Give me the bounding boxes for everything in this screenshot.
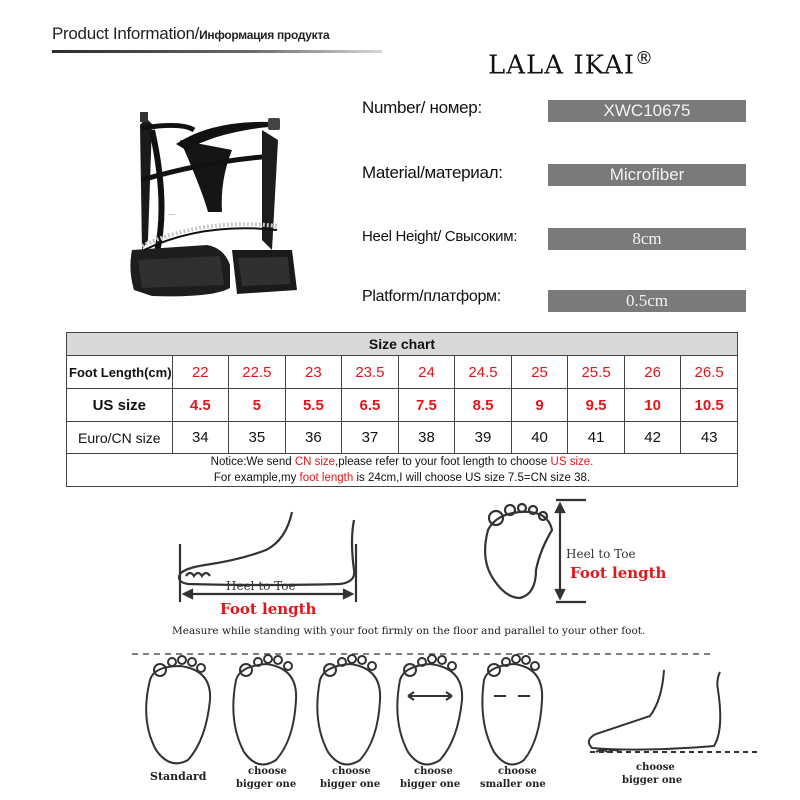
us-size-cell: 10 bbox=[624, 389, 680, 422]
foot-shape-3 bbox=[317, 655, 380, 765]
euro-cn-size-cell: 34 bbox=[172, 422, 228, 454]
foot-length-cell: 24.5 bbox=[455, 356, 512, 389]
foot-label: bigger one bbox=[622, 775, 683, 786]
euro-cn-size-cell: 41 bbox=[568, 422, 625, 454]
size-notice bbox=[67, 454, 738, 487]
us-size-cell: 8.5 bbox=[455, 389, 512, 422]
foot-length-cell: 26.5 bbox=[681, 356, 738, 389]
foot-shape-standard bbox=[146, 656, 210, 763]
foot-label: bigger one bbox=[320, 779, 381, 790]
us-size-cell: 6.5 bbox=[342, 389, 399, 422]
us-size-cell: 10.5 bbox=[681, 389, 738, 422]
foot-length-cell: 23 bbox=[285, 356, 341, 389]
foot-label: bigger one bbox=[236, 779, 297, 790]
notice-text: ,please refer to your foot length to choose bbox=[335, 456, 551, 468]
foot-length-cell: 23.5 bbox=[342, 356, 399, 389]
foot-shape-4 bbox=[397, 655, 462, 765]
row-label-foot-length: Foot Length(cm) bbox=[67, 356, 173, 389]
product-image bbox=[112, 100, 322, 340]
euro-cn-size-cell: 42 bbox=[624, 422, 680, 454]
title-russian: Информация продукта bbox=[199, 28, 330, 42]
notice-highlight: foot length bbox=[299, 472, 354, 484]
foot-length-cell: 24 bbox=[398, 356, 454, 389]
title-underline bbox=[52, 50, 382, 53]
foot-length-cell: 22 bbox=[172, 356, 228, 389]
us-size-row bbox=[67, 389, 738, 422]
foot-length-cell: 25.5 bbox=[568, 356, 625, 389]
foot-label: Standard bbox=[150, 770, 207, 783]
notice-text: For example,my bbox=[213, 472, 300, 484]
size-chart-table bbox=[66, 332, 738, 487]
us-size-cell: 5 bbox=[229, 389, 286, 422]
registered-mark: ® bbox=[635, 48, 655, 69]
spec-value-heel-height: 8cm bbox=[548, 228, 746, 250]
brand-logo bbox=[488, 48, 654, 81]
foot-shape-6 bbox=[589, 670, 760, 752]
foot-label: smaller one bbox=[480, 779, 546, 790]
brand-name: LALA IKAI bbox=[488, 50, 636, 81]
spec-value-number: XWC10675 bbox=[548, 100, 746, 122]
row-label-us-size: US size bbox=[67, 389, 173, 422]
euro-cn-size-row bbox=[67, 422, 738, 454]
spec-value-platform: 0.5cm bbox=[548, 290, 746, 312]
euro-cn-size-cell: 38 bbox=[398, 422, 454, 454]
svg-text:—: — bbox=[168, 210, 175, 218]
page-title bbox=[52, 24, 329, 44]
foot-label: choose bbox=[332, 766, 371, 777]
notice-highlight: CN size bbox=[294, 456, 336, 468]
foot-label: choose bbox=[414, 766, 453, 777]
foot-label: choose bbox=[248, 766, 287, 777]
foot-length-cell: 25 bbox=[511, 356, 567, 389]
us-size-cell: 9.5 bbox=[568, 389, 625, 422]
us-size-cell: 4.5 bbox=[172, 389, 228, 422]
foot-shape-5 bbox=[482, 655, 542, 765]
euro-cn-size-cell: 39 bbox=[455, 422, 512, 454]
side-label-heel-to-toe: Heel to Toe bbox=[226, 579, 296, 593]
us-size-cell: 5.5 bbox=[285, 389, 341, 422]
foot-length-cell: 22.5 bbox=[229, 356, 286, 389]
side-label-foot-length: Foot length bbox=[220, 600, 317, 618]
foot-label: bigger one bbox=[400, 779, 461, 790]
measure-instruction: Measure while standing with your foot firmly on the floor and parallel to your other foot. bbox=[172, 625, 646, 637]
spec-label-number: Number/ номер: bbox=[362, 98, 482, 117]
title-english: Product Information/ bbox=[52, 24, 200, 43]
euro-cn-size-cell: 37 bbox=[342, 422, 399, 454]
us-size-cell: 9 bbox=[511, 389, 567, 422]
top-label-heel-to-toe: Heel to Toe bbox=[566, 547, 636, 561]
foot-label: choose bbox=[498, 766, 537, 777]
foot-label: choose bbox=[636, 762, 675, 773]
spec-label-heel-height: Heel Height/ Свысоким: bbox=[362, 228, 518, 245]
notice-text: Notice:We send bbox=[210, 456, 295, 468]
spec-label-platform: Platform/платформ: bbox=[362, 288, 501, 305]
row-label-euro-cn-size: Euro/CN size bbox=[67, 422, 173, 454]
measurement-guide bbox=[0, 490, 800, 800]
euro-cn-size-cell: 40 bbox=[511, 422, 567, 454]
foot-length-row bbox=[67, 356, 738, 389]
notice-highlight: US size. bbox=[550, 456, 594, 468]
euro-cn-size-cell: 36 bbox=[285, 422, 341, 454]
foot-length-cell: 26 bbox=[624, 356, 680, 389]
spec-value-material: Microfiber bbox=[548, 164, 746, 186]
euro-cn-size-cell: 43 bbox=[681, 422, 738, 454]
notice-text: is 24cm,I will choose US size 7.5=CN size 38. bbox=[353, 472, 591, 484]
spec-label-material: Material/материал: bbox=[362, 163, 503, 182]
foot-shape-2 bbox=[233, 655, 296, 765]
us-size-cell: 7.5 bbox=[398, 389, 454, 422]
top-label-foot-length: Foot length bbox=[570, 564, 667, 582]
size-chart-title: Size chart bbox=[67, 333, 738, 356]
euro-cn-size-cell: 35 bbox=[229, 422, 286, 454]
